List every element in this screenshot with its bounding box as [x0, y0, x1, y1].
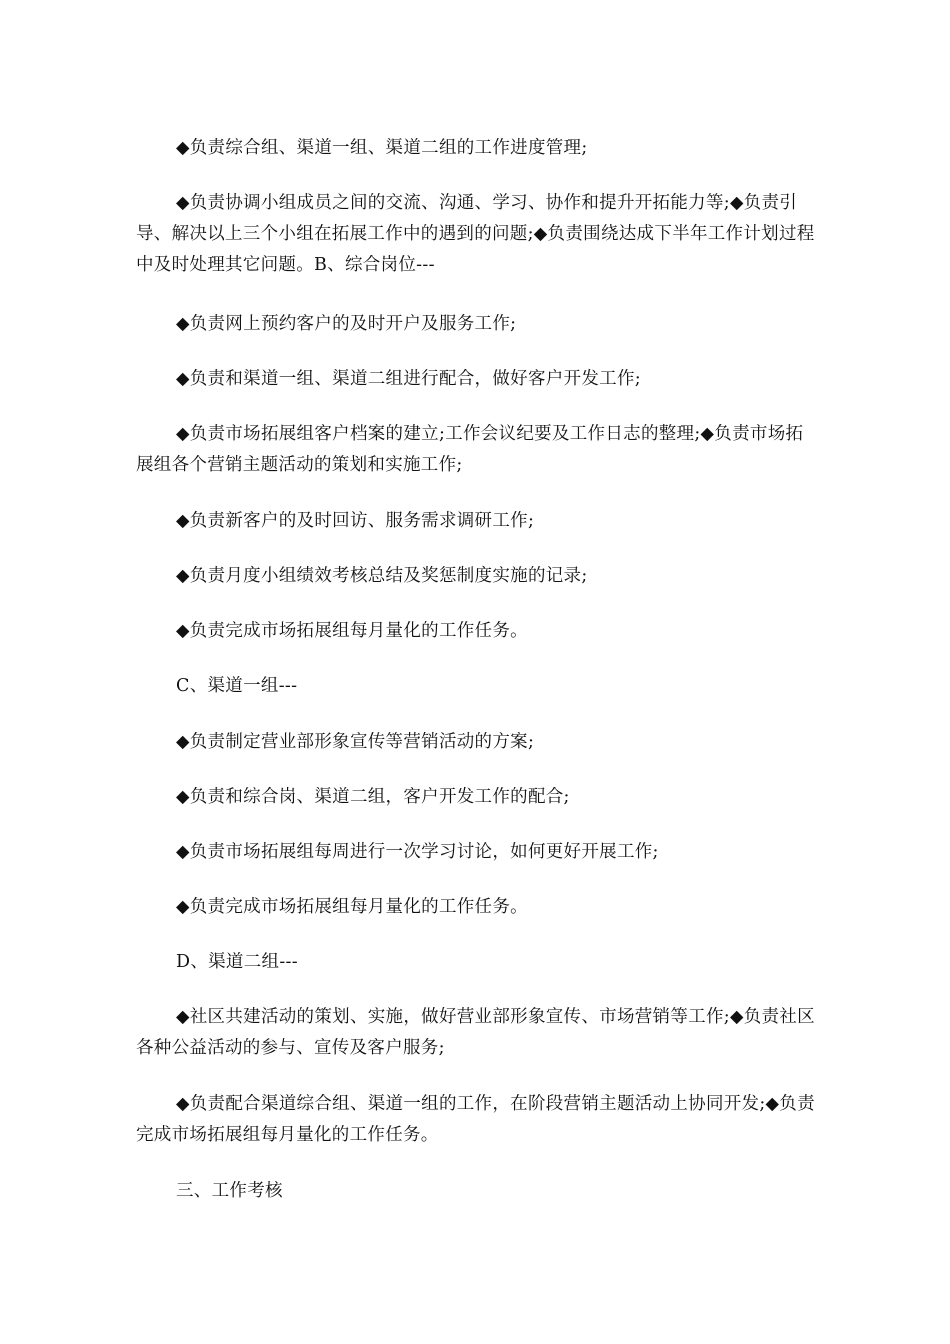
- paragraph-channel-cooperation: ◆负责和渠道一组、渠道二组进行配合，做好客户开发工作;: [176, 369, 641, 389]
- paragraph-channel-one-tasks: ◆负责完成市场拓展组每月量化的工作任务。: [176, 897, 528, 917]
- paragraph-online-booking: ◆负责网上预约客户的及时开户及服务工作;: [176, 314, 517, 334]
- section-heading-channel-two: D、渠道二组---: [176, 952, 298, 972]
- paragraph-customer-archives: ◆负责市场拓展组客户档案的建立;工作会议纪要及工作日志的整理;◆负责市场拓展组各个营销主题活动的策划和实施工作;: [136, 424, 804, 475]
- paragraph-work-progress: ◆负责综合组、渠道一组、渠道二组的工作进度管理;: [176, 138, 588, 158]
- paragraph-cooperation-development: ◆负责和综合岗、渠道二组，客户开发工作的配合;: [176, 787, 570, 807]
- section-heading-work-assessment: 三、工作考核: [176, 1181, 283, 1201]
- paragraph-weekly-study: ◆负责市场拓展组每周进行一次学习讨论，如何更好开展工作;: [176, 842, 659, 862]
- section-heading-channel-one: C、渠道一组---: [176, 676, 298, 696]
- paragraph-community-activities: ◆社区共建活动的策划、实施，做好营业部形象宣传、市场营销等工作;◆负责社区各种公益活动的参与、宣传及客户服务;: [136, 1007, 815, 1058]
- paragraph-customer-followup: ◆负责新客户的及时回访、服务需求调研工作;: [176, 511, 535, 531]
- paragraph-performance-review: ◆负责月度小组绩效考核总结及奖惩制度实施的记录;: [176, 566, 588, 586]
- paragraph-channel-two-cooperation: ◆负责配合渠道综合组、渠道一组的工作，在阶段营销主题活动上协同开发;◆负责完成市场拓展组每月量化的工作任务。: [136, 1094, 815, 1145]
- paragraph-monthly-tasks: ◆负责完成市场拓展组每月量化的工作任务。: [176, 621, 528, 641]
- paragraph-coordination: ◆负责协调小组成员之间的交流、沟通、学习、协作和提升开拓能力等;◆负责引导、解决以上三个小组在拓展工作中的遇到的问题;◆负责围绕达成下半年工作计划过程中及时处理其它问题。B、综合岗位---: [136, 193, 815, 275]
- paragraph-promotion-plan: ◆负责制定营业部形象宣传等营销活动的方案;: [176, 732, 535, 752]
